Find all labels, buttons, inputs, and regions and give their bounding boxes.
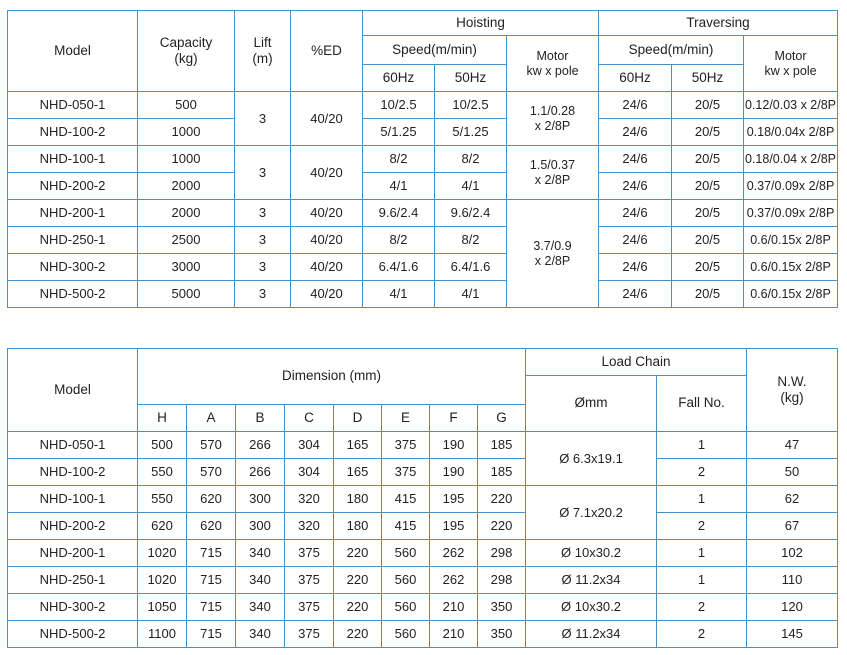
cell-trav-50hz: 20/5	[672, 281, 744, 308]
cell-nw: 50	[747, 459, 838, 486]
cell-capacity: 500	[138, 92, 235, 119]
header-traversing: Traversing	[599, 11, 838, 36]
cell-fall-no: 1	[657, 567, 747, 594]
cell-capacity: 1000	[138, 146, 235, 173]
cell-hoist-50hz: 10/2.5	[435, 92, 507, 119]
cell-trav-motor: 0.18/0.04 x 2/8P	[744, 146, 838, 173]
cell-dim-g: 298	[478, 567, 526, 594]
header-dim-d: D	[334, 405, 382, 432]
cell-model: NHD-200-2	[8, 513, 138, 540]
header-hoist-60hz: 60Hz	[363, 65, 435, 92]
header-dim-h: H	[138, 405, 187, 432]
cell-trav-50hz: 20/5	[672, 92, 744, 119]
cell-lift: 3	[235, 254, 291, 281]
cell-dim-g: 350	[478, 594, 526, 621]
cell-dim-a: 620	[187, 486, 236, 513]
table-row	[8, 567, 838, 594]
cell-dim-c: 320	[285, 513, 334, 540]
cell-trav-50hz: 20/5	[672, 146, 744, 173]
cell-model: NHD-500-2	[8, 621, 138, 648]
cell-dim-a: 715	[187, 540, 236, 567]
cell-capacity: 2500	[138, 227, 235, 254]
cell-trav-motor: 0.37/0.09x 2/8P	[744, 173, 838, 200]
cell-dim-d: 220	[334, 621, 382, 648]
cell-nw: 120	[747, 594, 838, 621]
cell-trav-motor: 0.6/0.15x 2/8P	[744, 281, 838, 308]
cell-dim-g: 350	[478, 621, 526, 648]
cell-model: NHD-050-1	[8, 432, 138, 459]
cell-hoist-50hz: 4/1	[435, 173, 507, 200]
cell-trav-motor: 0.18/0.04x 2/8P	[744, 119, 838, 146]
table-row	[8, 513, 838, 540]
cell-hoist-60hz: 8/2	[363, 146, 435, 173]
header-trav-60hz: 60Hz	[599, 65, 672, 92]
cell-dim-d: 165	[334, 459, 382, 486]
cell-dim-g: 298	[478, 540, 526, 567]
header-dim-g: G	[478, 405, 526, 432]
cell-capacity: 1000	[138, 119, 235, 146]
cell-dim-e: 415	[382, 486, 430, 513]
cell-model: NHD-100-2	[8, 459, 138, 486]
cell-dim-d: 180	[334, 486, 382, 513]
cell-ed: 40/20	[291, 227, 363, 254]
cell-dim-b: 340	[236, 594, 285, 621]
table-row	[8, 486, 838, 513]
header-capacity: Capacity (kg)	[138, 11, 235, 92]
cell-fall-no: 1	[657, 486, 747, 513]
cell-lift: 3	[235, 92, 291, 146]
table-row	[8, 540, 838, 567]
cell-trav-60hz: 24/6	[599, 146, 672, 173]
cell-hoist-60hz: 4/1	[363, 173, 435, 200]
cell-nw: 47	[747, 432, 838, 459]
cell-dim-f: 210	[430, 621, 478, 648]
cell-dim-d: 180	[334, 513, 382, 540]
cell-dim-f: 262	[430, 567, 478, 594]
cell-model: NHD-200-1	[8, 200, 138, 227]
header-model: Model	[8, 11, 138, 92]
cell-ed: 40/20	[291, 281, 363, 308]
cell-model: NHD-300-2	[8, 254, 138, 281]
header-fall-no: Fall No.	[657, 376, 747, 432]
cell-dim-c: 320	[285, 486, 334, 513]
cell-nw: 145	[747, 621, 838, 648]
dimension-table	[7, 348, 838, 648]
cell-chain-diameter: Ø 11.2x34	[526, 567, 657, 594]
cell-trav-60hz: 24/6	[599, 254, 672, 281]
cell-trav-50hz: 20/5	[672, 227, 744, 254]
header-hoisting: Hoisting	[363, 11, 599, 36]
cell-dim-e: 375	[382, 459, 430, 486]
cell-chain-diameter: Ø 10x30.2	[526, 594, 657, 621]
cell-model: NHD-300-2	[8, 594, 138, 621]
cell-dim-b: 300	[236, 486, 285, 513]
table-row	[8, 173, 838, 200]
header-trav-motor: Motor kw x pole	[744, 36, 838, 92]
cell-dim-a: 715	[187, 621, 236, 648]
cell-dim-c: 375	[285, 594, 334, 621]
cell-hoist-motor: 3.7/0.9 x 2/8P	[507, 200, 599, 308]
cell-dim-a: 715	[187, 567, 236, 594]
cell-fall-no: 1	[657, 432, 747, 459]
table-row	[8, 254, 838, 281]
cell-dim-c: 375	[285, 567, 334, 594]
cell-hoist-50hz: 8/2	[435, 146, 507, 173]
cell-ed: 40/20	[291, 146, 363, 200]
table-row	[8, 432, 838, 459]
cell-dim-h: 550	[138, 486, 187, 513]
cell-dim-d: 220	[334, 594, 382, 621]
cell-dim-c: 375	[285, 621, 334, 648]
header-hoist-speed: Speed(m/min)	[363, 36, 507, 65]
cell-capacity: 3000	[138, 254, 235, 281]
cell-trav-60hz: 24/6	[599, 92, 672, 119]
table-row	[8, 621, 838, 648]
cell-dim-b: 266	[236, 432, 285, 459]
cell-hoist-motor: 1.1/0.28 x 2/8P	[507, 92, 599, 146]
cell-hoist-60hz: 4/1	[363, 281, 435, 308]
cell-dim-f: 195	[430, 486, 478, 513]
header-dim-a: A	[187, 405, 236, 432]
header-dimension: Dimension (mm)	[138, 349, 526, 405]
cell-trav-motor: 0.6/0.15x 2/8P	[744, 227, 838, 254]
cell-hoist-60hz: 5/1.25	[363, 119, 435, 146]
table-row	[8, 227, 838, 254]
header-model: Model	[8, 349, 138, 432]
table-row	[8, 146, 838, 173]
cell-dim-f: 262	[430, 540, 478, 567]
cell-chain-diameter: Ø 11.2x34	[526, 621, 657, 648]
cell-trav-50hz: 20/5	[672, 200, 744, 227]
cell-dim-a: 715	[187, 594, 236, 621]
cell-dim-f: 210	[430, 594, 478, 621]
cell-dim-b: 340	[236, 621, 285, 648]
cell-lift: 3	[235, 281, 291, 308]
cell-dim-b: 300	[236, 513, 285, 540]
cell-trav-50hz: 20/5	[672, 119, 744, 146]
cell-hoist-50hz: 8/2	[435, 227, 507, 254]
cell-dim-c: 304	[285, 459, 334, 486]
cell-dim-b: 340	[236, 540, 285, 567]
cell-chain-diameter: Ø 6.3x19.1	[526, 432, 657, 486]
cell-hoist-60hz: 6.4/1.6	[363, 254, 435, 281]
table-row	[8, 594, 838, 621]
cell-trav-60hz: 24/6	[599, 119, 672, 146]
header-dim-c: C	[285, 405, 334, 432]
cell-hoist-50hz: 4/1	[435, 281, 507, 308]
cell-nw: 110	[747, 567, 838, 594]
header-dim-e: E	[382, 405, 430, 432]
table-row	[8, 119, 838, 146]
header-dim-b: B	[236, 405, 285, 432]
cell-trav-50hz: 20/5	[672, 254, 744, 281]
cell-dim-e: 560	[382, 567, 430, 594]
cell-dim-h: 550	[138, 459, 187, 486]
cell-dim-h: 620	[138, 513, 187, 540]
cell-dim-e: 415	[382, 513, 430, 540]
cell-dim-e: 375	[382, 432, 430, 459]
cell-fall-no: 2	[657, 459, 747, 486]
cell-dim-h: 1020	[138, 567, 187, 594]
cell-dim-d: 220	[334, 567, 382, 594]
cell-trav-50hz: 20/5	[672, 173, 744, 200]
cell-capacity: 2000	[138, 200, 235, 227]
table-row	[8, 459, 838, 486]
cell-lift: 3	[235, 227, 291, 254]
cell-trav-motor: 0.37/0.09x 2/8P	[744, 200, 838, 227]
header-trav-50hz: 50Hz	[672, 65, 744, 92]
cell-model: NHD-250-1	[8, 227, 138, 254]
cell-dim-h: 500	[138, 432, 187, 459]
cell-hoist-50hz: 9.6/2.4	[435, 200, 507, 227]
header-load-chain: Load Chain	[526, 349, 747, 376]
cell-dim-f: 190	[430, 432, 478, 459]
cell-model: NHD-100-1	[8, 146, 138, 173]
cell-trav-60hz: 24/6	[599, 173, 672, 200]
cell-dim-h: 1020	[138, 540, 187, 567]
table-row	[8, 92, 838, 119]
header-lift: Lift (m)	[235, 11, 291, 92]
cell-dim-d: 165	[334, 432, 382, 459]
cell-model: NHD-050-1	[8, 92, 138, 119]
cell-fall-no: 1	[657, 540, 747, 567]
header-trav-speed: Speed(m/min)	[599, 36, 744, 65]
cell-lift: 3	[235, 146, 291, 200]
cell-model: NHD-200-1	[8, 540, 138, 567]
cell-dim-g: 185	[478, 432, 526, 459]
cell-hoist-50hz: 6.4/1.6	[435, 254, 507, 281]
cell-dim-h: 1100	[138, 621, 187, 648]
cell-dim-f: 190	[430, 459, 478, 486]
cell-dim-c: 304	[285, 432, 334, 459]
cell-model: NHD-250-1	[8, 567, 138, 594]
cell-dim-b: 340	[236, 567, 285, 594]
cell-capacity: 2000	[138, 173, 235, 200]
cell-ed: 40/20	[291, 200, 363, 227]
table-row	[8, 200, 838, 227]
cell-trav-60hz: 24/6	[599, 200, 672, 227]
hoist-spec-table	[7, 10, 838, 308]
cell-lift: 3	[235, 200, 291, 227]
cell-model: NHD-100-1	[8, 486, 138, 513]
cell-dim-g: 185	[478, 459, 526, 486]
cell-hoist-60hz: 9.6/2.4	[363, 200, 435, 227]
cell-dim-f: 195	[430, 513, 478, 540]
header-nw: N.W. (kg)	[747, 349, 838, 432]
cell-hoist-60hz: 10/2.5	[363, 92, 435, 119]
cell-hoist-50hz: 5/1.25	[435, 119, 507, 146]
cell-fall-no: 2	[657, 513, 747, 540]
cell-dim-e: 560	[382, 621, 430, 648]
cell-model: NHD-200-2	[8, 173, 138, 200]
cell-dim-d: 220	[334, 540, 382, 567]
cell-chain-diameter: Ø 10x30.2	[526, 540, 657, 567]
cell-dim-g: 220	[478, 486, 526, 513]
header-chain-diameter: Ømm	[526, 376, 657, 432]
cell-trav-motor: 0.12/0.03 x 2/8P	[744, 92, 838, 119]
cell-dim-e: 560	[382, 540, 430, 567]
cell-chain-diameter: Ø 7.1x20.2	[526, 486, 657, 540]
cell-trav-motor: 0.6/0.15x 2/8P	[744, 254, 838, 281]
cell-model: NHD-500-2	[8, 281, 138, 308]
header-dim-f: F	[430, 405, 478, 432]
cell-hoist-motor: 1.5/0.37 x 2/8P	[507, 146, 599, 200]
cell-capacity: 5000	[138, 281, 235, 308]
cell-dim-g: 220	[478, 513, 526, 540]
cell-dim-c: 375	[285, 540, 334, 567]
cell-nw: 67	[747, 513, 838, 540]
cell-nw: 62	[747, 486, 838, 513]
cell-model: NHD-100-2	[8, 119, 138, 146]
cell-trav-60hz: 24/6	[599, 227, 672, 254]
cell-dim-h: 1050	[138, 594, 187, 621]
header-hoist-motor: Motor kw x pole	[507, 36, 599, 92]
cell-nw: 102	[747, 540, 838, 567]
cell-trav-60hz: 24/6	[599, 281, 672, 308]
cell-dim-b: 266	[236, 459, 285, 486]
cell-fall-no: 2	[657, 621, 747, 648]
cell-fall-no: 2	[657, 594, 747, 621]
cell-dim-a: 620	[187, 513, 236, 540]
table-row	[8, 281, 838, 308]
header-ed: %ED	[291, 11, 363, 92]
cell-dim-a: 570	[187, 432, 236, 459]
cell-dim-a: 570	[187, 459, 236, 486]
cell-hoist-60hz: 8/2	[363, 227, 435, 254]
cell-ed: 40/20	[291, 92, 363, 146]
cell-ed: 40/20	[291, 254, 363, 281]
header-hoist-50hz: 50Hz	[435, 65, 507, 92]
cell-dim-e: 560	[382, 594, 430, 621]
